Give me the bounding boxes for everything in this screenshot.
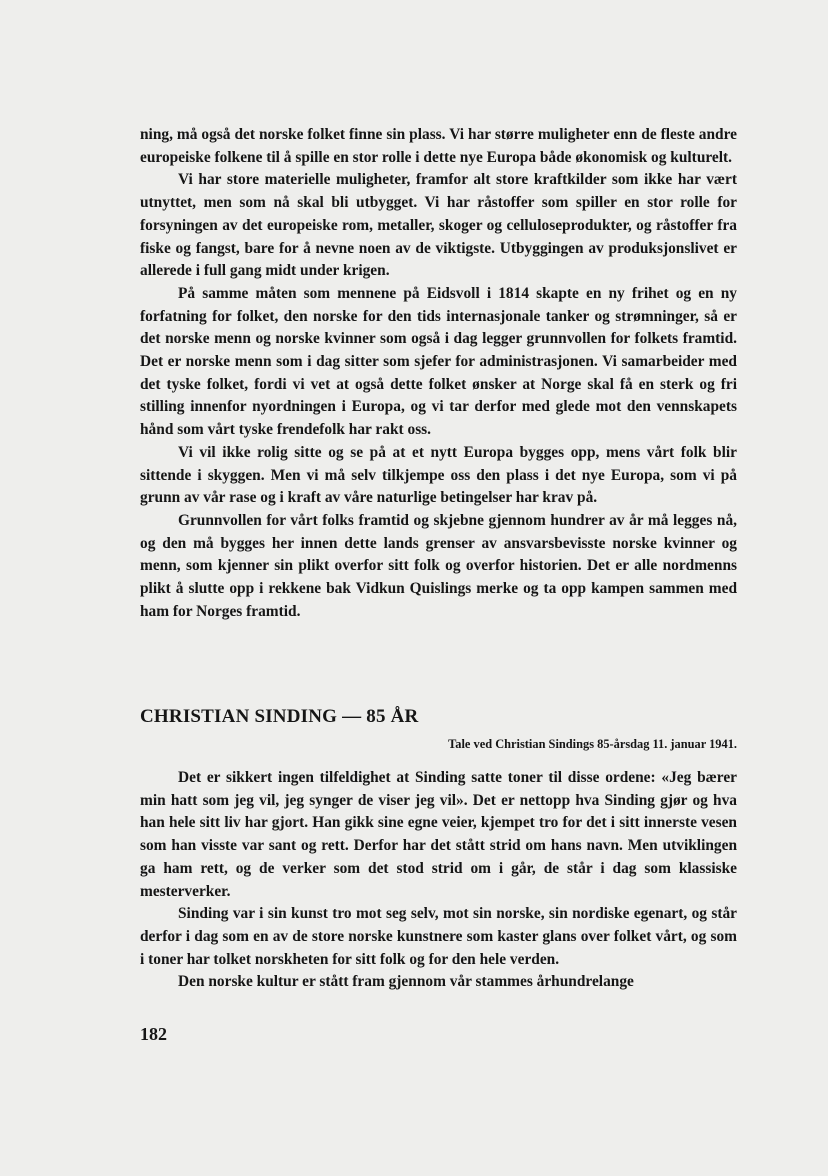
paragraph: Sinding var i sin kunst tro mot seg selv, mot sin norske, sin nordiske egenart, og står derfor i dag som en av de store norske kunstnere som kaster glans over folket vårt, og som i toner har tolket norskheten for sitt folk og for den hele verden. <box>140 905 737 968</box>
paragraph: På samme måten som mennene på Eidsvoll i 1814 skapte en ny frihet og en ny forfatning for folket, den norske for den tids internasjonale tanker og strømninger, så er det norske menn og norske kvinner som også i dag legger grunnvollen for folkets framtid. Det er norske menn som i dag sitter som sjefer for administrasjonen. Vi samarbeider med det tyske folket, fordi vi vet at også dette folket ønsker at Norge skal få en sterk og fri stilling innenfor nyordningen i Europa, og vi tar derfor med glede mot den vennskapets hånd som vårt tyske frendefolk har rakt oss. <box>140 284 737 439</box>
paragraph: Den norske kultur er stått fram gjennom vår stammes århundrelange <box>178 973 634 991</box>
article-body-continued <box>140 124 737 623</box>
article-body <box>140 767 737 994</box>
paragraph: ning, må også det norske folket finne sin plass. Vi har større muligheter enn de fleste andre europeiske folkene til å spille en stor rolle i dette nye Europa både økonomisk og kulturelt. <box>140 126 737 166</box>
section-heading: CHRISTIAN SINDING — 85 ÅR <box>140 706 419 727</box>
paragraph: Vi vil ikke rolig sitte og se på at et nytt Europa bygges opp, mens vårt folk blir sittende i skyggen. Men vi må selv tilkjempe oss den plass i det nye Europa, som vi på grunn av vår rase og i kraft av våre naturlige betingelser har krav på. <box>140 443 737 507</box>
page-number: 182 <box>140 1024 167 1044</box>
section-subtitle: Tale ved Christian Sindings 85-årsdag 11. januar 1941. <box>448 737 737 751</box>
paragraph: Vi har store materielle muligheter, framfor alt store kraftkilder som ikke har vært utnyttet, men som nå skal bli utbygget. Vi har råstoffer som spiller en stor rolle for forsyningen av det europeiske rom, metaller, skoger og celluloseprodukter, og råstoffer fra fiske og fangst, bare for å nevne noen av de viktigste. Utbyggingen av produksjonslivet er allerede i full gang midt under krigen. <box>140 171 737 280</box>
paragraph: Det er sikkert ingen tilfeldighet at Sinding satte toner til disse ordene: «Jeg bærer min hatt som jeg vil, jeg synger de viser jeg vil». Det er nettopp hva Sinding gjør og hva han hele sitt liv har gjort. Han gikk sine egne veier, kjempet tro for det i sitt innerste vesen som han visste var sant og rett. Derfor har det stått strid om hans navn. Men utviklingen ga ham rett, og de verker som det stod strid om i går, de står i dag som klassiske mesterverker. <box>140 769 737 900</box>
paragraph: Grunnvollen for vårt folks framtid og skjebne gjennom hundrer av år må legges nå, og den må bygges her innen dette lands grenser av ansvarsbevisste norske kvinner og menn, som kjenner sin plikt overfor sitt folk og overfor historien. Det er alle nordmenns plikt å slutte opp i rekkene bak Vidkun Quislings merke og ta opp kampen sammen med ham for Norges framtid. <box>140 511 737 620</box>
